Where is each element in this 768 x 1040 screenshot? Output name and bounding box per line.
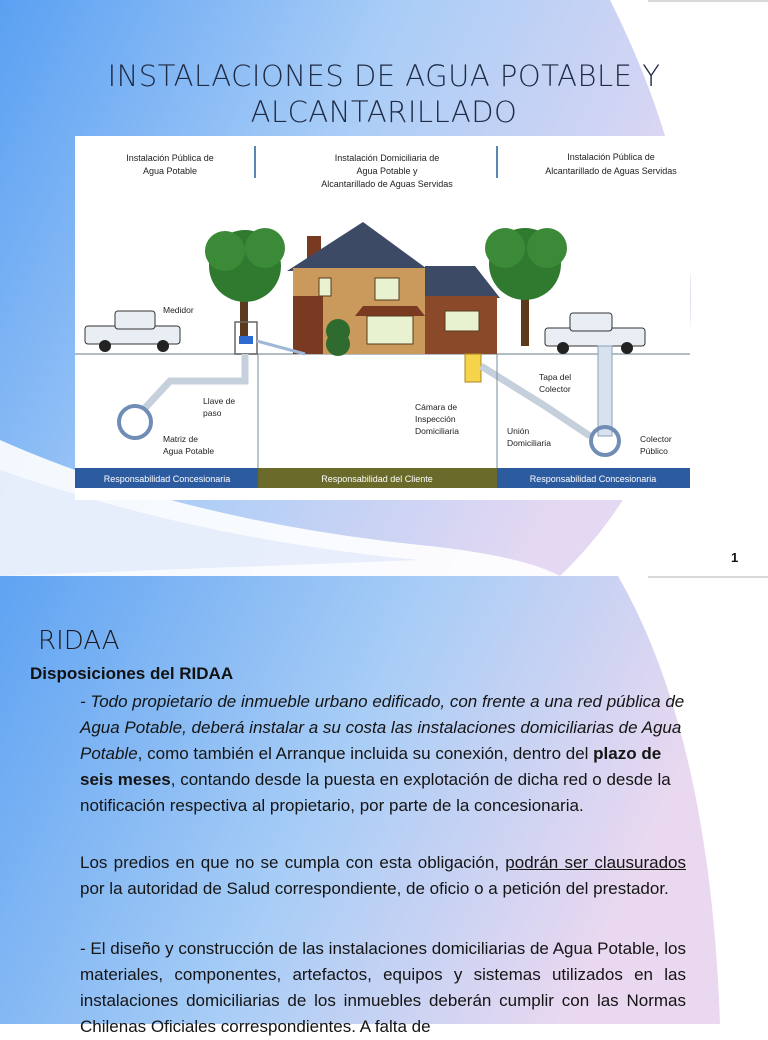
slide-2-subtitle: Disposiciones del RIDAA xyxy=(30,664,234,683)
footer-left-label: Responsabilidad Concesionaria xyxy=(103,474,231,484)
label-colector-2: Público xyxy=(640,446,668,456)
top-divider xyxy=(648,0,768,2)
header-mid-2: Agua Potable y xyxy=(356,166,418,176)
installation-diagram xyxy=(75,136,690,500)
header-left-1: Instalación Pública de xyxy=(126,153,214,163)
header-right-1: Instalación Pública de xyxy=(567,152,655,162)
label-tapa-2: Colector xyxy=(539,384,571,394)
paragraph-2-text-a: Los predios en que no se cumpla con esta obligación, xyxy=(80,853,506,872)
paragraph-1-bold: plazo de seis meses xyxy=(80,744,662,789)
title-line-1: INSTALACIONES DE AGUA POTABLE Y xyxy=(107,59,661,93)
paragraph-2-underlined: podrán ser clausurados xyxy=(505,853,686,872)
label-union-1: Unión xyxy=(507,426,530,436)
title-line-2: ALCANTARILLADO xyxy=(250,95,518,129)
label-matriz-1: Matriz de xyxy=(163,434,198,444)
header-left-2: Agua Potable xyxy=(142,166,198,176)
paragraph-1-text-b: , contando desde la puesta en explotación de dicha red o desde la notificación respectiva al propietario, por parte de la concesionaria. xyxy=(80,770,671,815)
paragraph-1 xyxy=(80,689,686,819)
paragraph-3: - El diseño y construcción de las instalaciones domiciliarias de Agua Potable, los materiales, componentes, artefactos, equipos y sistemas utilizados en las instalaciones domiciliarias de los inmuebles deberán cumplir con las Normas Chilenas Oficiales correspondientes. A falta de xyxy=(80,939,686,1036)
label-camara-2: Inspección xyxy=(415,414,456,424)
label-tapa-1: Tapa del xyxy=(539,372,572,382)
label-matriz-2: Agua Potable xyxy=(163,446,215,456)
label-camara-1: Cámara de xyxy=(415,402,458,412)
header-mid-1: Instalación Domiciliaria de xyxy=(334,153,440,163)
page-number: 1 xyxy=(731,550,739,565)
paragraph-1-text-a: , como también el Arranque incluida su conexión, dentro del xyxy=(137,744,594,763)
footer-mid-label: Responsabilidad del Cliente xyxy=(321,474,433,484)
paragraph-2-text-b: por la autoridad de Salud correspondiente, de oficio o a petición del prestador. xyxy=(80,879,669,898)
paragraph-1-italic: - Todo propietario de inmueble urbano edificado, con frente a una red pública de Agua Potable, deberá instalar a su costa las instalaciones domiciliarias de Agua Potable xyxy=(80,692,685,763)
label-camara-3: Domiciliaria xyxy=(415,426,459,436)
label-llave-1: Llave de xyxy=(203,396,236,406)
header-mid-3: Alcantarillado de Aguas Servidas xyxy=(321,179,453,189)
slide-1-title xyxy=(40,58,728,130)
label-union-2: Domiciliaria xyxy=(507,438,551,448)
label-colector-1: Colector xyxy=(640,434,672,444)
slide-2-title: RIDAA xyxy=(38,626,120,656)
paragraph-2 xyxy=(80,850,686,902)
label-llave-2: paso xyxy=(203,408,222,418)
slide-2-top-divider xyxy=(648,576,768,578)
footer-right-label: Responsabilidad Concesionaria xyxy=(529,474,657,484)
label-medidor: Medidor xyxy=(163,305,194,315)
header-right-2: Alcantarillado de Aguas Servidas xyxy=(545,166,677,176)
